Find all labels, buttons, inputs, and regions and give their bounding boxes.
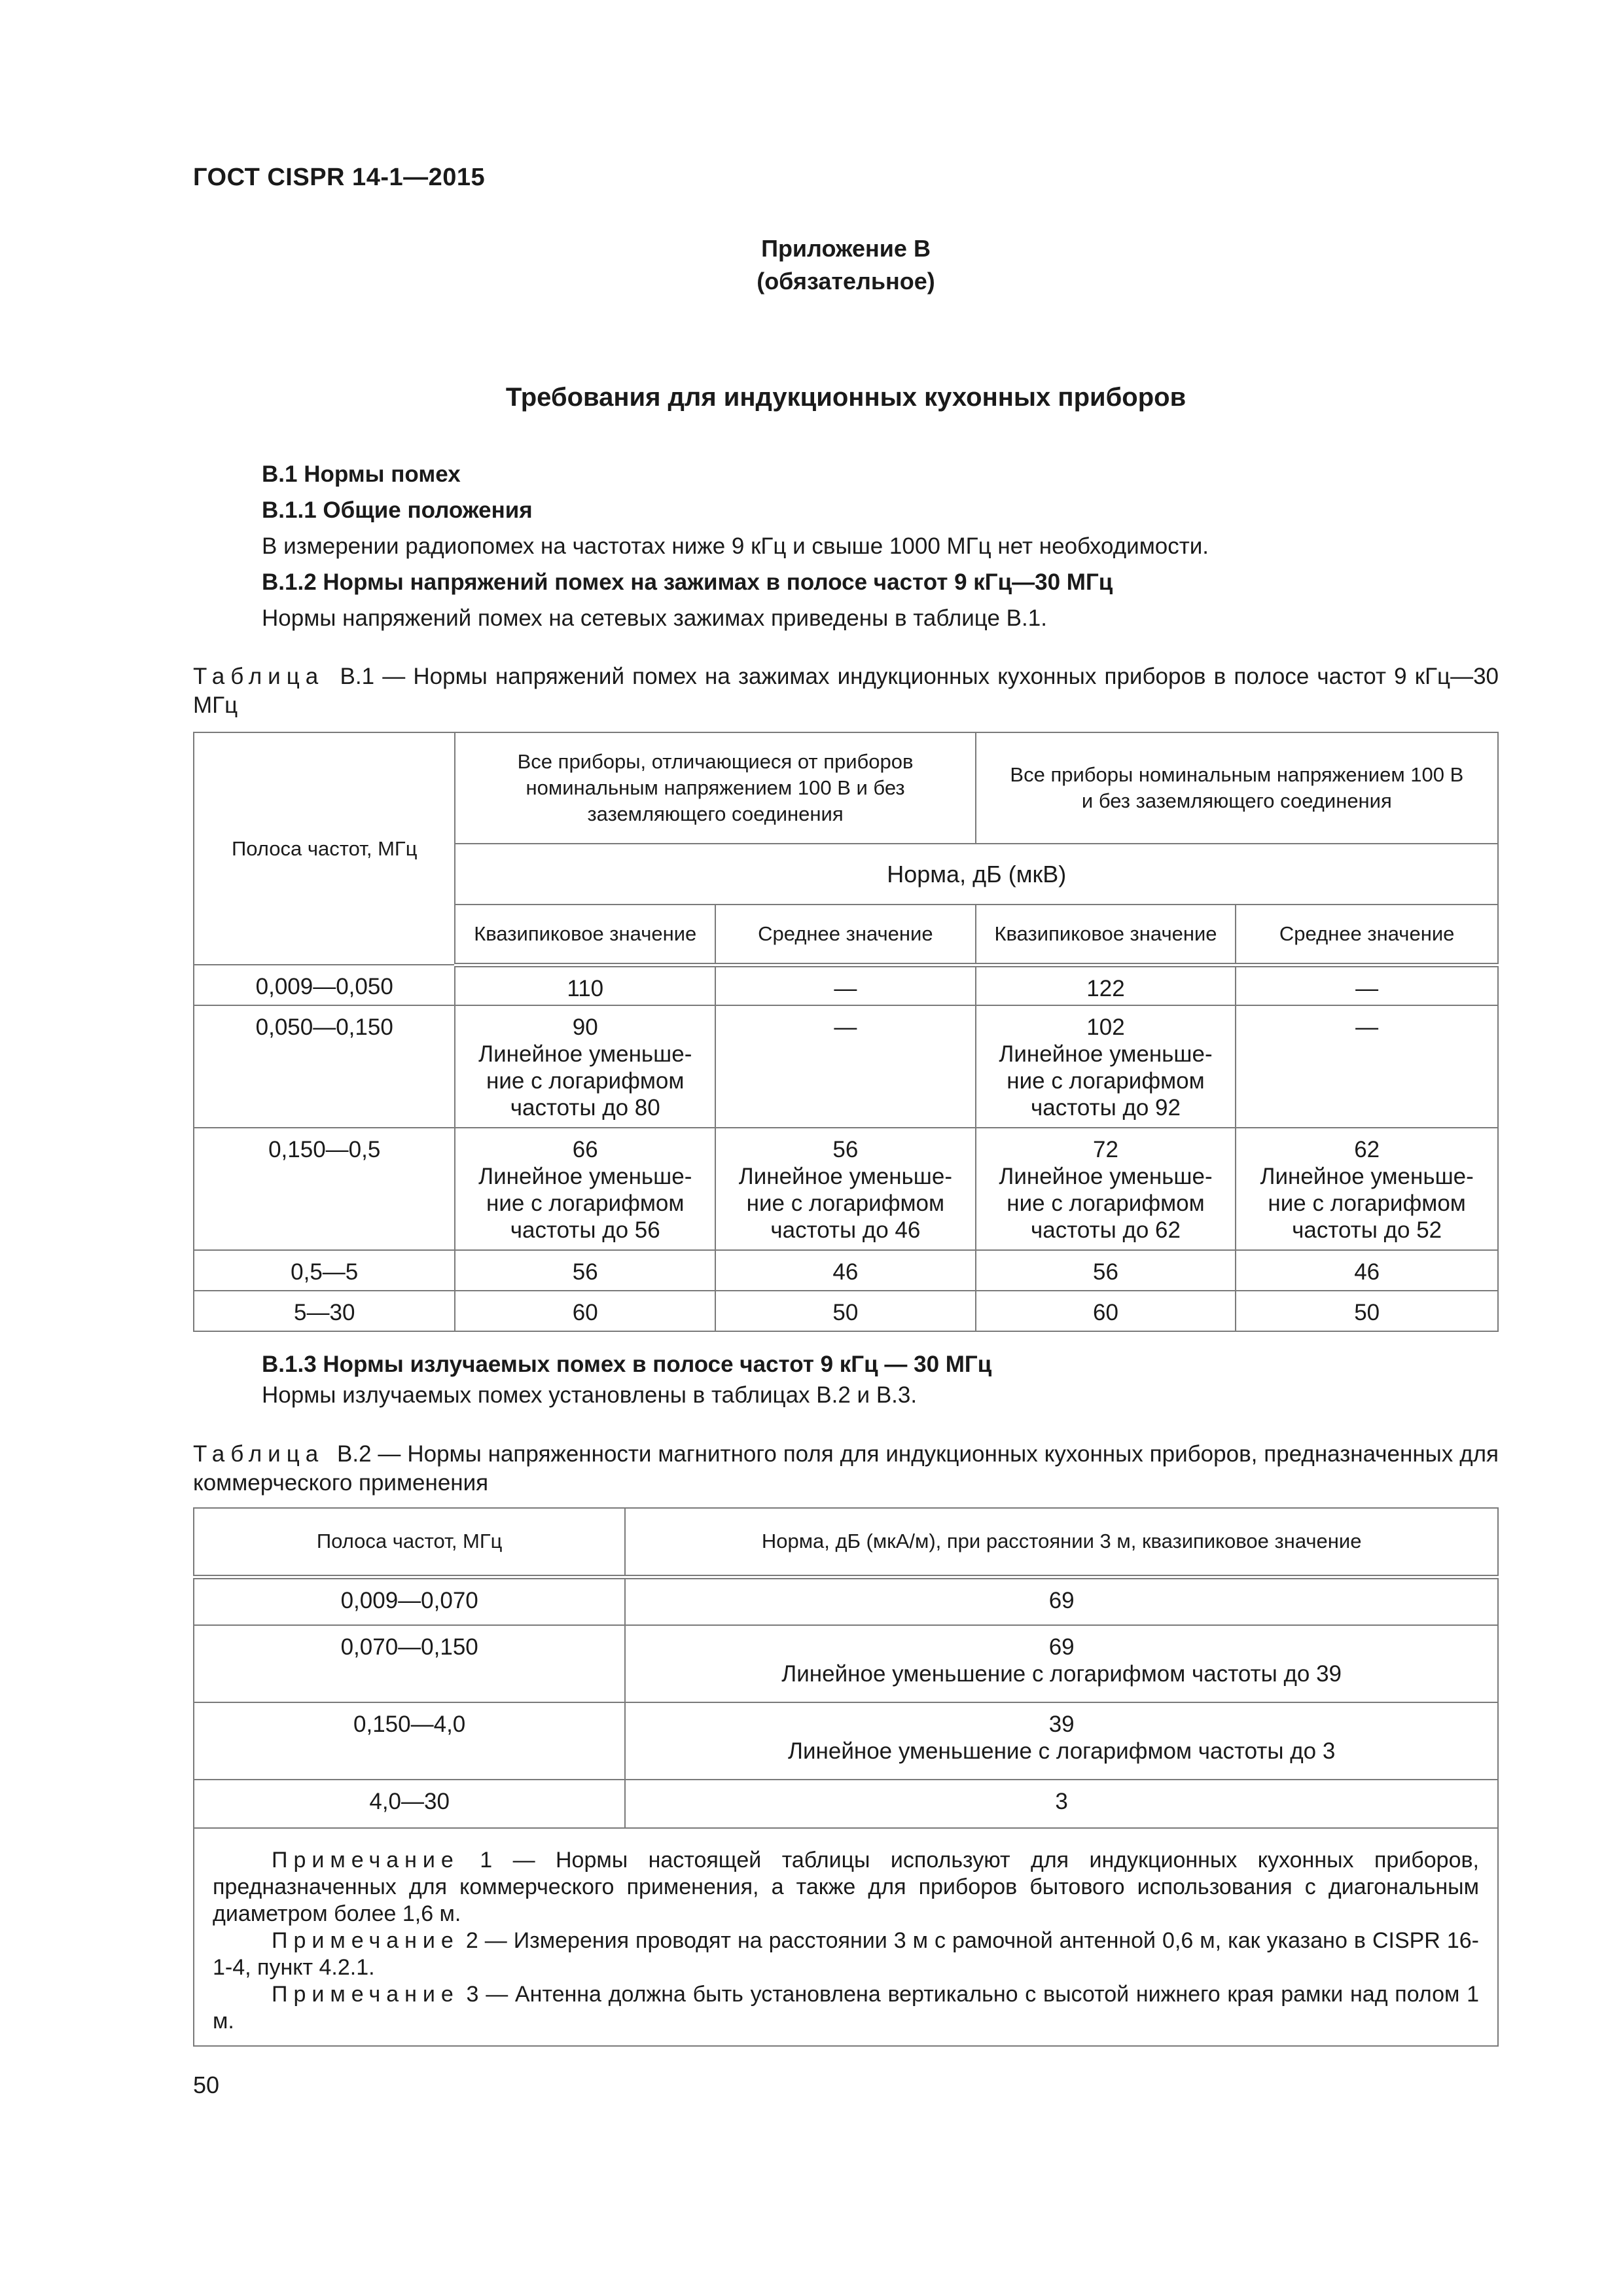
table-cell: 56 — [976, 1250, 1236, 1291]
table-cell: 69 Линейное уменьшение с логарифмом частоты до 39 — [625, 1625, 1498, 1702]
table-row — [194, 1625, 1498, 1702]
note-text: 1 — Нормы настоящей таблицы используют для индукционных кухонных приборов, предназначенных для коммерческого применения, а также для приборов бытового использования с диагональным диаметром более 1,6 м. — [213, 1848, 1479, 1926]
table-cell: 72 Линейное уменьше- ние с логарифмом частоты до 62 — [976, 1128, 1236, 1250]
table1-caption-text: В.1 — Нормы напряжений помех на зажимах индукционных кухонных приборов в полосе частот 9 кГц—30 МГц — [193, 664, 1499, 718]
note-text: 2 — Измерения проводят на расстоянии 3 м с рамочной антенной 0,6 м, как указано в CISPR 16-1-4, пункт 4.2.1. — [213, 1928, 1479, 1980]
table1-quasi-header-1: Квазипиковое значение — [455, 905, 715, 965]
table-cell: — — [715, 1005, 976, 1128]
table-row — [194, 1005, 1498, 1128]
table1-avg-header-1: Среднее значение — [715, 905, 976, 965]
table1-group2-header: Все приборы номинальным напряжением 100 В и без заземляющего соединения — [976, 732, 1498, 844]
section-b12-heading: В.1.2 Нормы напряжений помех на зажимах в полосе частот 9 кГц—30 МГц — [262, 569, 1113, 595]
table-cell: 0,150—0,5 — [194, 1128, 455, 1250]
note-1 — [213, 1847, 1479, 1928]
page-number: 50 — [193, 2072, 220, 2098]
section-b13-heading: В.1.3 Нормы излучаемых помех в полосе частот 9 кГц — 30 МГц — [262, 1352, 992, 1377]
table-cell: 66 Линейное уменьше- ние с логарифмом частоты до 56 — [455, 1128, 715, 1250]
table1-norm-header: Норма, дБ (мкВ) — [455, 844, 1498, 905]
table1-quasi-header-2: Квазипиковое значение — [976, 905, 1236, 965]
table2-col-freq: Полоса частот, МГц — [194, 1508, 625, 1577]
appendix-heading — [193, 232, 1499, 298]
table-row — [194, 1702, 1498, 1780]
appendix-type: (обязательное) — [757, 268, 935, 295]
table-cell: 122 — [976, 965, 1236, 1005]
table-cell: 0,5—5 — [194, 1250, 455, 1291]
table-cell: 50 — [715, 1291, 976, 1331]
table2-notes — [194, 1828, 1498, 2046]
section-b12-text: Нормы напряжений помех на сетевых зажимах приведены в таблице В.1. — [262, 605, 1047, 631]
table1 — [193, 732, 1499, 1332]
table-cell: 0,050—0,150 — [194, 1005, 455, 1128]
table-cell: 0,009—0,070 — [194, 1577, 625, 1625]
table-cell: 62 Линейное уменьше- ние с логарифмом частоты до 52 — [1236, 1128, 1498, 1250]
table2-col-norm: Норма, дБ (мкА/м), при расстоянии 3 м, квазипиковое значение — [625, 1508, 1498, 1577]
note-label: Примечание — [272, 1928, 459, 1953]
note-3 — [213, 1981, 1479, 2035]
table-row — [194, 965, 1498, 1005]
table1-group1-header: Все приборы, отличающиеся от приборов номинальным напряжением 100 В и без заземляющего соединения — [455, 732, 975, 844]
table-cell: 102 Линейное уменьше- ние с логарифмом частоты до 92 — [976, 1005, 1236, 1128]
table-cell: 46 — [715, 1250, 976, 1291]
section-b11-text: В измерении радиопомех на частотах ниже 9 кГц и свыше 1000 МГц нет необходимости. — [262, 533, 1209, 559]
table-cell: — — [715, 965, 976, 1005]
table-cell: 69 — [625, 1577, 1498, 1625]
section-b13-text: Нормы излучаемых помех установлены в таблицах В.2 и В.3. — [262, 1382, 918, 1408]
table-cell: 60 — [976, 1291, 1236, 1331]
table2-caption-text: В.2 — Нормы напряженности магнитного поля для индукционных кухонных приборов, предназначенных для коммерческого применения — [193, 1441, 1499, 1496]
note-label: Примечание — [272, 1848, 459, 1873]
table-cell: 90 Линейное уменьше- ние с логарифмом частоты до 80 — [455, 1005, 715, 1128]
table1-avg-header-2: Среднее значение — [1236, 905, 1498, 965]
standard-header: ГОСТ CISPR 14-1—2015 — [193, 164, 486, 191]
table-cell: 5—30 — [194, 1291, 455, 1331]
table1-caption-label: Таблица — [193, 664, 325, 689]
table1-caption — [193, 662, 1499, 720]
table2 — [193, 1507, 1499, 2047]
table-cell: — — [1236, 965, 1498, 1005]
table-cell: 0,150—4,0 — [194, 1702, 625, 1780]
note-2 — [213, 1928, 1479, 1981]
table-cell: 46 — [1236, 1250, 1498, 1291]
table-row — [194, 1128, 1498, 1250]
table-cell: 56 Линейное уменьше- ние с логарифмом частоты до 46 — [715, 1128, 976, 1250]
table2-caption — [193, 1440, 1499, 1498]
table-cell: 110 — [455, 965, 715, 1005]
section-b1-heading: В.1 Нормы помех — [262, 461, 461, 487]
note-text: 3 — Антенна должна быть установлена вертикально с высотой нижнего края рамки над полом 1 м. — [213, 1982, 1480, 2034]
table-row — [194, 1780, 1498, 1828]
table-row — [194, 1577, 1498, 1625]
table-cell: 3 — [625, 1780, 1498, 1828]
table-cell: 50 — [1236, 1291, 1498, 1331]
note-label: Примечание — [272, 1982, 459, 2007]
table-cell: 39 Линейное уменьшение с логарифмом частоты до 3 — [625, 1702, 1498, 1780]
table-cell: 60 — [455, 1291, 715, 1331]
appendix-name: Приложение В — [761, 235, 931, 262]
table-cell: 0,070—0,150 — [194, 1625, 625, 1702]
section-b11-heading: В.1.1 Общие положения — [262, 497, 533, 523]
table-cell: — — [1236, 1005, 1498, 1128]
appendix-title: Требования для индукционных кухонных приборов — [505, 383, 1186, 412]
table1-col-freq: Полоса частот, МГц — [194, 732, 455, 965]
table-cell: 56 — [455, 1250, 715, 1291]
table-cell: 0,009—0,050 — [194, 965, 455, 1005]
table-row — [194, 1250, 1498, 1291]
table-cell: 4,0—30 — [194, 1780, 625, 1828]
table2-caption-label: Таблица — [193, 1441, 325, 1467]
table-row — [194, 1291, 1498, 1331]
